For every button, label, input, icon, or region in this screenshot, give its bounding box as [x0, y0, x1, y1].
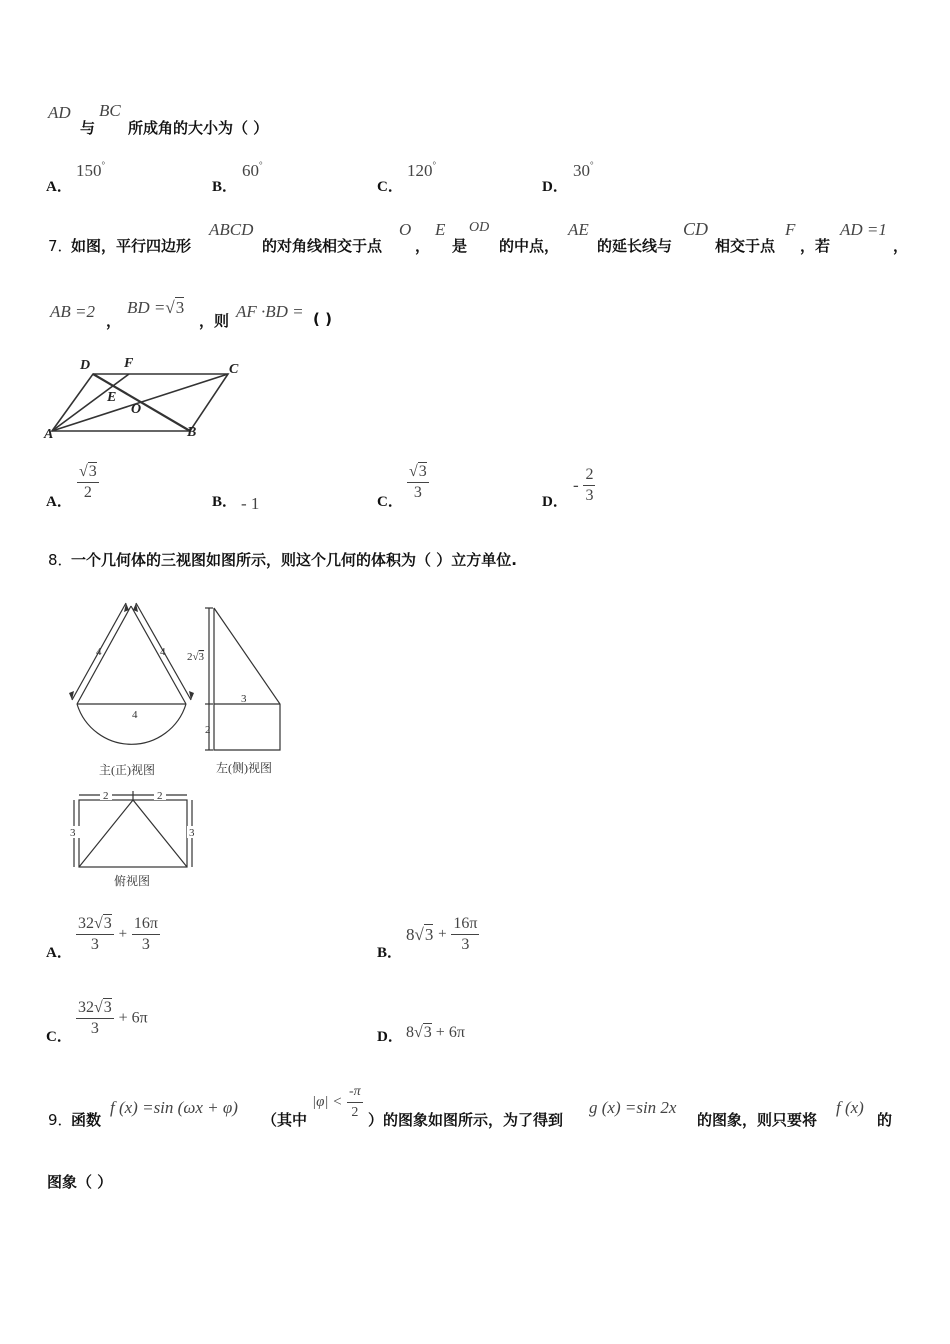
q8-option-c-value: $\frac{32√3}{3}$ + 6π: [78, 999, 148, 1037]
q8-option-a-value: $\frac{32√3}{3}$ + $\frac{16\pi}{3}$: [78, 915, 158, 953]
top-triangle: [79, 800, 187, 867]
side-outline: [214, 608, 280, 750]
q7-ae: AE: [568, 220, 589, 239]
top-caption: 俯视图: [114, 874, 151, 888]
q8-option-a-label[interactable]: A．: [46, 945, 72, 961]
q9-text-4: 的图象，则只要将: [697, 1111, 818, 1129]
q6-tail: 所成角的大小为（ ）: [128, 119, 269, 137]
q6-ad: AD: [48, 103, 71, 122]
q7-text-3: 的中点，: [499, 237, 560, 255]
q7-text-2: 的对角线相交于点: [262, 237, 383, 255]
q7-ze: ，则: [199, 312, 230, 330]
q6-bc: BC: [99, 101, 121, 120]
q9-number: 9．: [48, 1111, 73, 1129]
side-caption: 左(侧)视图: [216, 761, 272, 775]
q7-e: E: [435, 220, 446, 239]
q7-ab2: AB =2: [50, 302, 95, 321]
line-af: [52, 374, 129, 431]
q7-afbd: AF ·BD =: [236, 302, 304, 321]
q9-fx2: f (x): [836, 1098, 864, 1117]
q7-comma-2: ，: [893, 237, 909, 255]
q6-stem: [48, 103, 71, 123]
top-dim-left: 2: [103, 790, 109, 802]
label-a: A: [44, 427, 54, 442]
label-o: O: [131, 402, 142, 417]
q7-text-6: ，若: [800, 237, 831, 255]
q6-option-a-label[interactable]: A．: [46, 179, 72, 195]
q8-top-view: [64, 787, 204, 892]
front-left-edge: [77, 606, 131, 704]
q6-option-d-label[interactable]: D．: [542, 179, 568, 195]
q6-option-b-label[interactable]: B．: [212, 179, 238, 195]
q7-ad1: AD =1: [840, 220, 887, 239]
q9-text-3: ）的图象如图所示，为了得到: [368, 1111, 564, 1129]
q6-option-d-value: 30°: [573, 160, 594, 180]
q7-text-4: 的延长线与: [597, 237, 673, 255]
q7-option-d-label[interactable]: D．: [542, 494, 568, 510]
q9-phi: |φ| <: [312, 1094, 343, 1110]
q7-abcd: ABCD: [209, 220, 254, 239]
q9-text-5: 的: [877, 1111, 893, 1129]
q7-text-1: 如图，平行四边形: [71, 237, 192, 255]
q6-option-a-value: 150°: [76, 160, 106, 180]
q7-comma-3: ，: [106, 312, 122, 330]
front-dim-diameter: 4: [132, 709, 138, 721]
q7-parallelogram-figure: [40, 352, 250, 442]
side-dim-top: 2√3: [187, 651, 205, 663]
q7-number: 7．: [48, 237, 73, 255]
label-e: E: [107, 390, 117, 405]
top-rect: [79, 800, 187, 867]
q8-option-b-label[interactable]: B．: [377, 945, 403, 961]
q8-text: 一个几何体的三视图如图所示，则这个几何的体积为（ ）立方单位.: [71, 551, 517, 569]
q7-option-a-value: $\frac{√3}{2}$: [79, 463, 97, 501]
q7-f: F: [785, 220, 796, 239]
q9-text-1: 函数: [71, 1111, 102, 1129]
q7-option-d-value: - $\frac{2}{3}$: [573, 466, 594, 504]
q8-front-view: [64, 600, 204, 785]
side-dim-width: 3: [241, 693, 247, 705]
q9-pi-fraction: $\frac{-\pi}{2}$: [349, 1084, 361, 1120]
q8-side-view: [184, 600, 294, 785]
q7-option-c-value: $\frac{√3}{3}$: [409, 463, 427, 501]
q7-option-b-value: - 1: [241, 494, 260, 513]
top-dim-h-left: 3: [70, 827, 76, 839]
q9-text-2: （其中: [262, 1111, 308, 1129]
side-dim-bottom: 2: [205, 724, 211, 736]
q7-cd: CD: [683, 219, 709, 239]
q6-option-b-value: 60°: [242, 160, 263, 180]
q6-option-c-label[interactable]: C．: [377, 179, 403, 195]
q7-option-b-label[interactable]: B．: [212, 494, 238, 510]
q7-comma: ，: [415, 237, 431, 255]
q7-paren: ( ): [313, 310, 332, 328]
q8-option-d-label[interactable]: D．: [377, 1029, 403, 1045]
q7-shi: 是: [452, 237, 468, 255]
top-dim-right: 2: [157, 790, 163, 802]
q7-bd: BD =√3: [127, 298, 185, 317]
top-dim-h-right: 3: [189, 827, 195, 839]
q7-option-c-label[interactable]: C．: [377, 494, 403, 510]
q9-gx: g (x) =sin 2x: [589, 1098, 677, 1117]
q6-yu: 与: [80, 119, 96, 137]
q8-option-d-value: 8√3 + 6π: [406, 1024, 465, 1041]
q9-line-2: 图象（ ）: [47, 1173, 113, 1191]
label-d: D: [80, 358, 91, 373]
q7-text-5: 相交于点: [715, 237, 776, 255]
front-dim-right: 4: [160, 646, 166, 658]
q7-od: OD: [469, 220, 490, 235]
q8-number: 8．: [48, 551, 73, 569]
q8-option-b-value: 8√3 + $\frac{16\pi}{3}$: [406, 915, 478, 953]
q9-fx: f (x) =sin (ωx + φ): [110, 1098, 238, 1117]
q7-option-a-label[interactable]: A．: [46, 494, 72, 510]
q7-o: O: [399, 220, 412, 239]
q6-option-c-value: 120°: [407, 160, 437, 180]
front-dim-left: 4: [96, 646, 102, 658]
q8-option-c-label[interactable]: C．: [46, 1029, 72, 1045]
label-f: F: [124, 356, 134, 371]
front-caption: 主(正)视图: [99, 763, 155, 777]
label-c: C: [229, 362, 239, 377]
front-right-edge: [131, 606, 186, 704]
label-b: B: [187, 425, 197, 440]
